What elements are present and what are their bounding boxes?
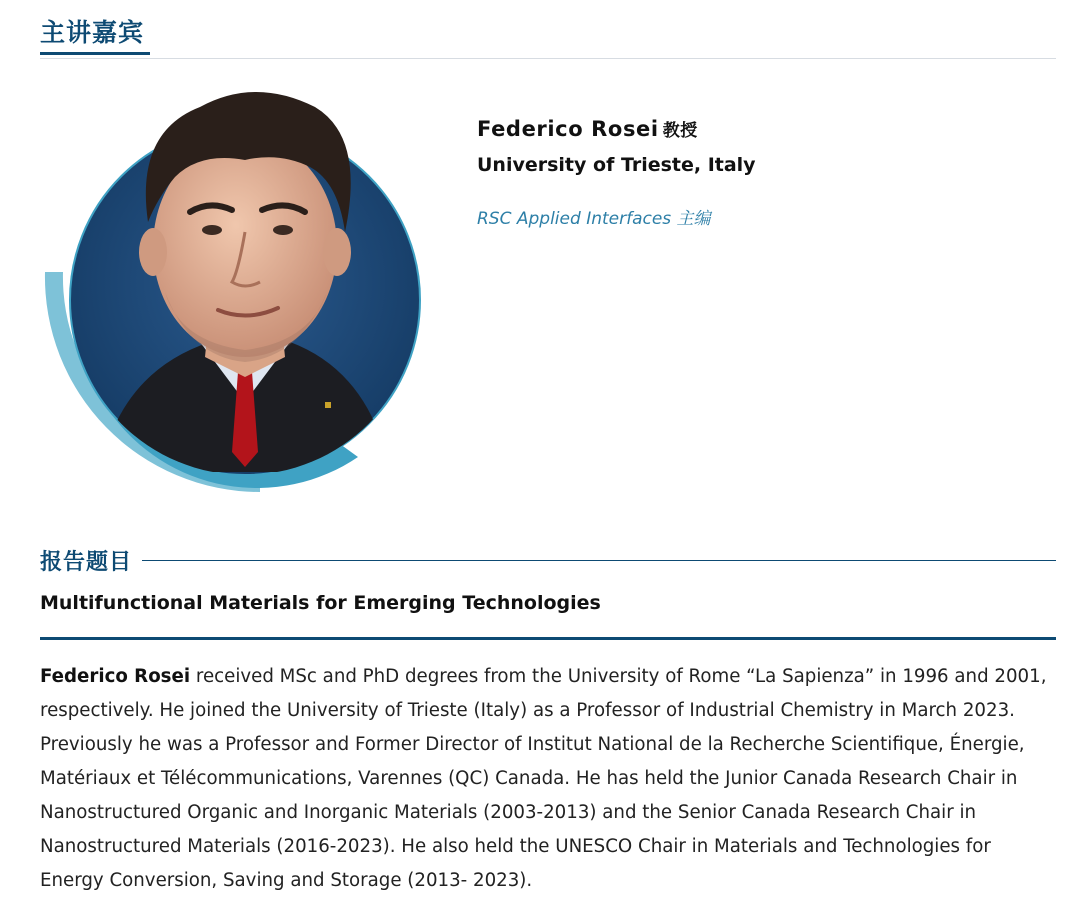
talk-title: Multifunctional Materials for Emerging Technologies	[40, 592, 601, 614]
bio-text: received MSc and PhD degrees from the University of Rome “La Sapienza” in 1996 and 2001, respectively. He joined the University of Trieste (Italy) as a Professor of Industrial Chemistry in March 2023. Previously he was a Professor and Former Director of Institut National de la Recherche Scientifique, Énergie, Matériaux et Télécommunications, Varennes (QC) Canada. He has held the Junior Canada Research Chair in Nanostructured Organic and Inorganic Materials (2003-2013) and the Senior Canada Research Chair in Nanostructured Materials (2016-2023). He also held the UNESCO Chair in Materials and Technologies for Energy Conversion, Saving and Storage (2013- 2023).	[40, 666, 1047, 891]
speaker-bio	[40, 660, 1056, 898]
speaker-name	[477, 116, 698, 141]
speaker-affiliation: University of Trieste, Italy	[477, 154, 756, 176]
section-header	[40, 14, 1056, 59]
speaker-photo	[40, 72, 430, 502]
section-title: 主讲嘉宾	[40, 14, 150, 55]
speaker-portrait	[40, 72, 430, 502]
bio-name: Federico Rosei	[40, 666, 191, 687]
speaker-name-text: Federico Rosei	[477, 117, 659, 141]
speaker-role: RSC Applied Interfaces 主编	[477, 209, 711, 229]
report-header	[40, 544, 1056, 576]
report-header-rule	[142, 560, 1056, 561]
speaker-title-suffix: 教授	[662, 121, 698, 141]
content-divider	[40, 637, 1056, 640]
report-heading: 报告题目	[40, 549, 133, 575]
